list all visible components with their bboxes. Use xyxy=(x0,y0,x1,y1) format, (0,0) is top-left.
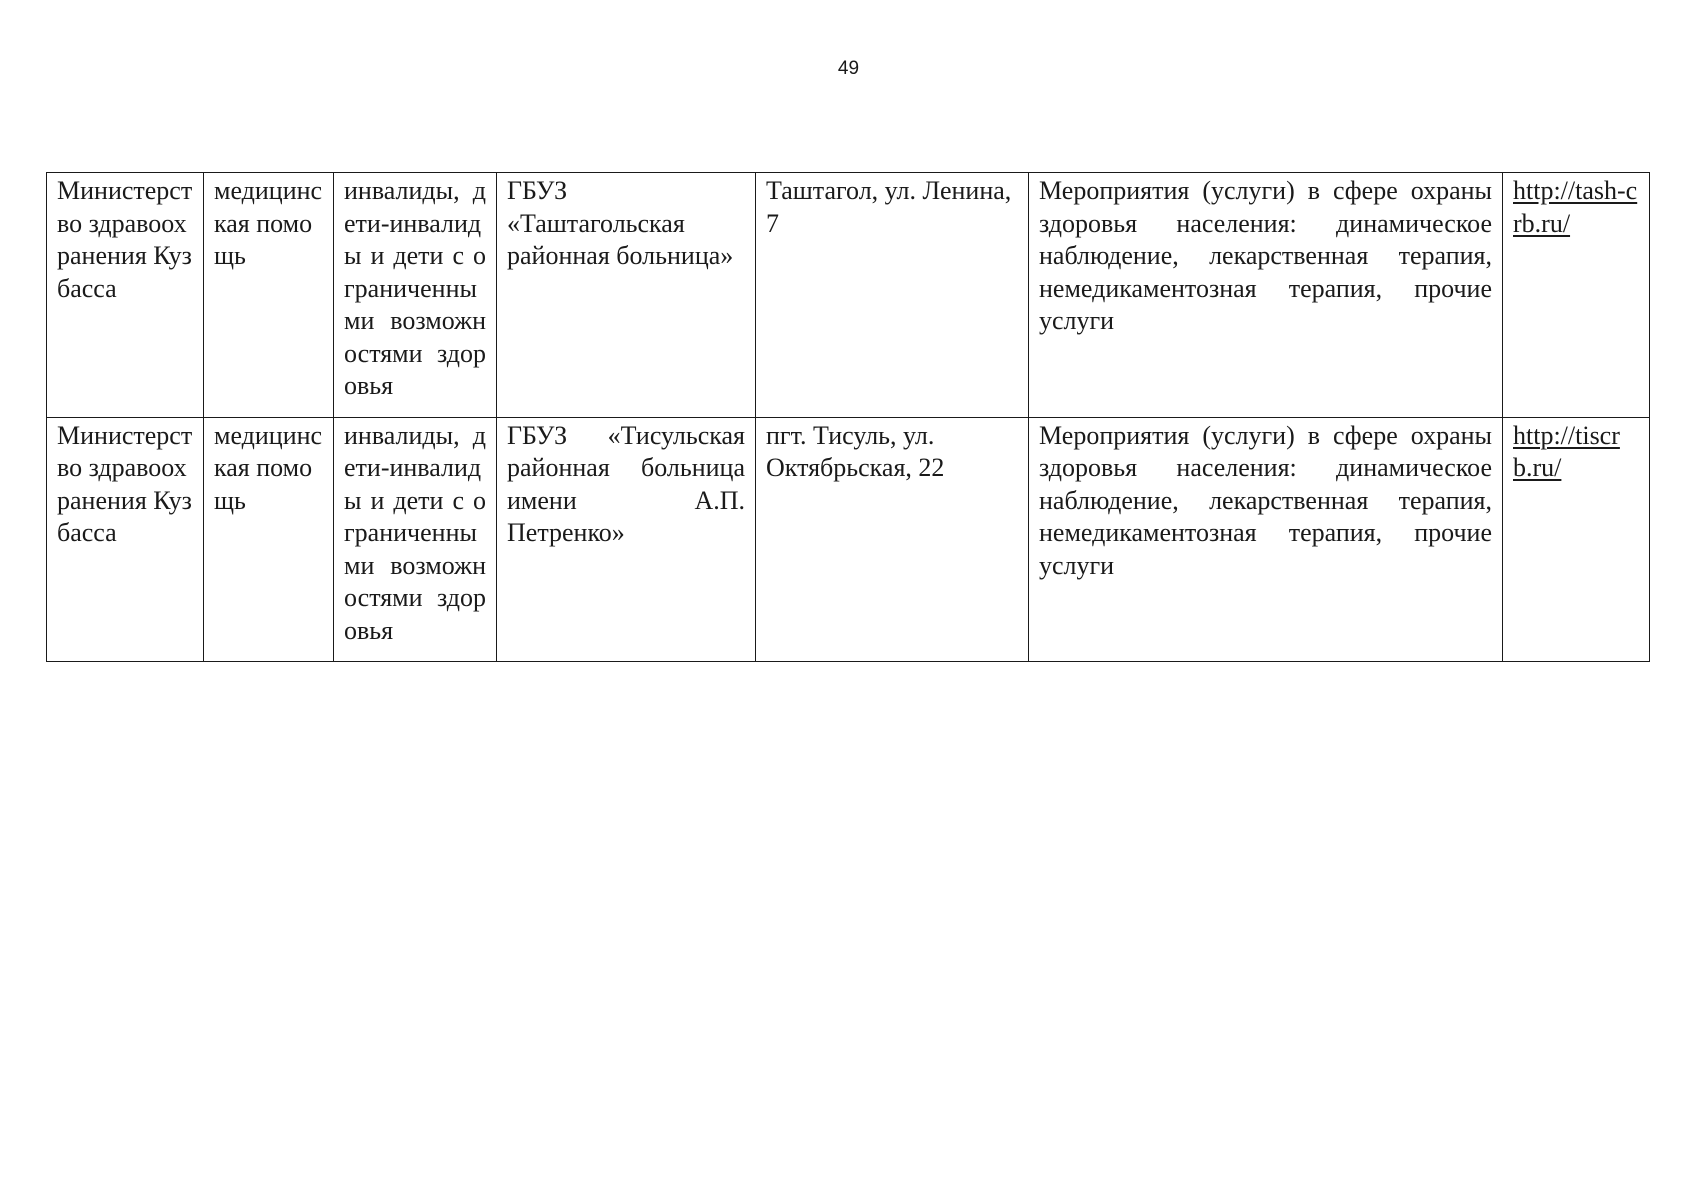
page-number: 49 xyxy=(837,58,860,79)
website-cell xyxy=(1503,417,1650,662)
services-cell: Мероприятия (услуги) в сфере охраны здоровья населения: динамическое наблюдение, лекарственная терапия, немедикаментозная терапия, прочие услуги xyxy=(1029,173,1503,418)
website-link[interactable]: http://tash-crb.ru/ xyxy=(1513,176,1638,238)
services-table xyxy=(46,172,1650,662)
organization-cell: ГБУЗ «Тисульская районная больница имени А.П. Петренко» xyxy=(497,417,756,662)
category-cell: медицинская помощь xyxy=(204,173,334,418)
address-cell: пгт. Тисуль, ул. Октябрьская, 22 xyxy=(756,417,1029,662)
recipients-cell: инвалиды, дети-инвалиды и дети с ограниченными возможностями здоровья xyxy=(334,417,497,662)
website-link[interactable]: http://tiscrb.ru/ xyxy=(1513,420,1620,482)
services-cell: Мероприятия (услуги) в сфере охраны здоровья населения: динамическое наблюдение, лекарственная терапия, немедикаментозная терапия, прочие услуги xyxy=(1029,417,1503,662)
table-row xyxy=(47,417,1650,662)
organization-cell: ГБУЗ «Таштагольская районная больница» xyxy=(497,173,756,418)
ministry-cell: Министерство здравоохранения Кузбасса xyxy=(47,417,204,662)
ministry-cell: Министерство здравоохранения Кузбасса xyxy=(47,173,204,418)
website-cell xyxy=(1503,173,1650,418)
category-cell: медицинская помощь xyxy=(204,417,334,662)
address-cell: Таштагол, ул. Ленина, 7 xyxy=(756,173,1029,418)
recipients-cell: инвалиды, дети-инвалиды и дети с ограниченными возможностями здоровья xyxy=(334,173,497,418)
table-row xyxy=(47,173,1650,418)
